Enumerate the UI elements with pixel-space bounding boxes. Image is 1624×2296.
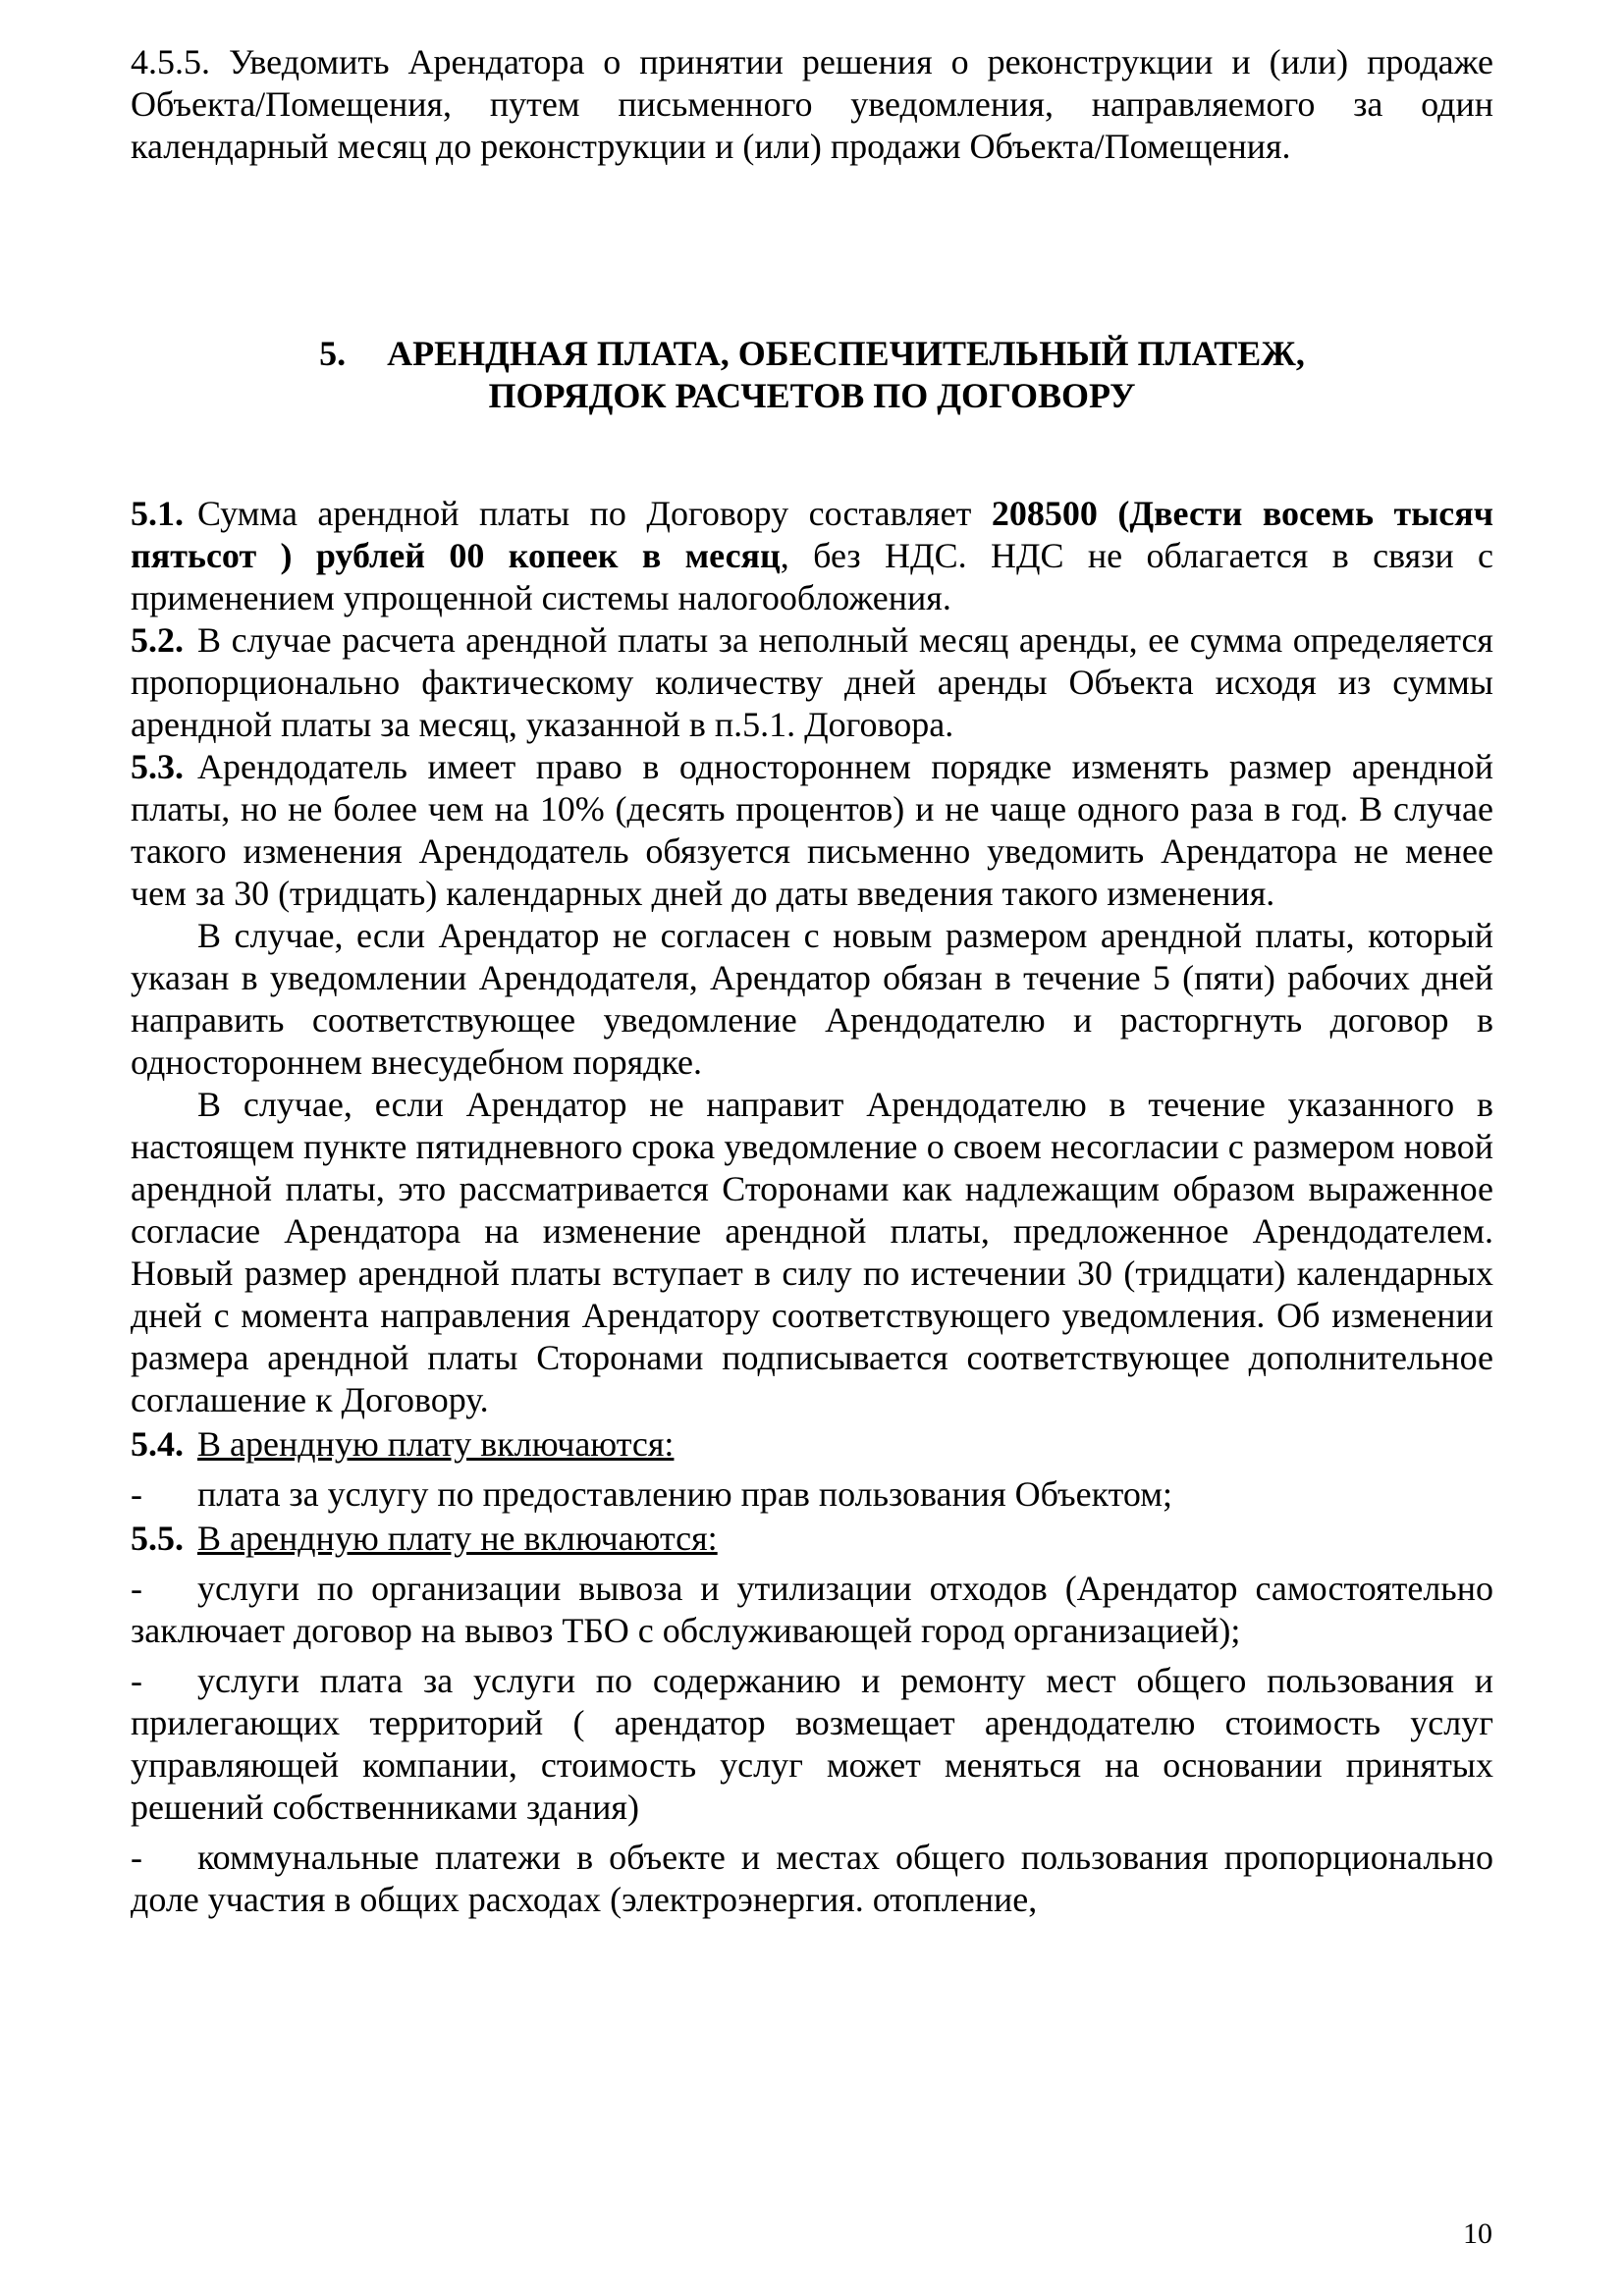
- clause-5-5: [131, 1518, 1493, 1560]
- clause-5-3: [131, 746, 1493, 915]
- section-5-heading-line1: [131, 333, 1493, 375]
- clause-5-5-item-1-text: услуги по организации вывоза и утилизации отходов (Арендатор самостоятельно заключает договор на вывоз ТБО с обслуживающей город организацией);: [131, 1569, 1493, 1650]
- clause-5-4-item-1-text: плата за услугу по предоставлению прав пользования Объектом;: [197, 1474, 1173, 1514]
- bullet-dash: -: [131, 1661, 142, 1700]
- clause-5-5-number: 5.5.: [131, 1519, 184, 1558]
- page-number: 10: [1463, 2217, 1492, 2250]
- clause-5-5-item-2: [131, 1660, 1493, 1829]
- clause-5-4-number: 5.4.: [131, 1424, 184, 1464]
- clause-5-5-item-1: [131, 1568, 1493, 1652]
- section-5-title-line1: АРЕНДНАЯ ПЛАТА, ОБЕСПЕЧИТЕЛЬНЫЙ ПЛАТЕЖ,: [387, 334, 1305, 373]
- clause-5-1-text-after: , без НДС. НДС не облагается в связи с применением упрощенной системы налогообложения.: [131, 536, 1493, 617]
- clause-5-1: [131, 493, 1493, 619]
- bullet-dash: -: [131, 1474, 142, 1514]
- clause-5-5-item-3: [131, 1837, 1493, 1921]
- bullet-dash: -: [131, 1569, 142, 1608]
- clause-5-5-title: В арендную плату не включаются:: [197, 1519, 718, 1558]
- clause-5-4: [131, 1423, 1493, 1466]
- clause-5-5-item-2-text: услуги плата за услуги по содержанию и ремонту мест общего пользования и прилегающих территорий ( арендатор возмещает арендодателю стоимость услуг управляющей компании, стоимость услуг может меняться на основании принятых решений собственниками здания): [131, 1661, 1493, 1827]
- document-body: [131, 41, 1493, 1921]
- clause-5-1-number: 5.1.: [131, 494, 184, 533]
- clause-5-1-amount: 208500 (Двести восемь тысяч пятьсот ) рублей 00 копеек в месяц: [131, 494, 1494, 575]
- clause-5-3-paragraph-2: В случае, если Арендатор не согласен с новым размером арендной платы, который указан в уведомлении Арендодателя, Арендатор обязан в течение 5 (пяти) рабочих дней направить соответствующее уведомление Арендодателю и расторгнуть договор в одностороннем внесудебном порядке.: [131, 916, 1493, 1082]
- clause-5-3-number: 5.3.: [131, 747, 184, 786]
- section-5-number: 5.: [319, 334, 347, 373]
- section-5-heading-line2: ПОРЯДОК РАСЧЕТОВ ПО ДОГОВОРУ: [488, 376, 1136, 415]
- clause-5-3-paragraph-3: В случае, если Арендатор не направит Арендодателю в течение указанного в настоящем пункте пятидневного срока уведомление о своем несогласии с размером новой арендной платы, это рассматривается Сторонами как надлежащим образом выраженное согласие Арендатора на изменение арендной платы, предложенное Арендодателем. Новый размер арендной платы вступает в силу по истечении 30 (тридцати) календарных дней с момента направления Арендатору соответствующего уведомления. Об изменении размера арендной платы Сторонами подписывается соответствующее дополнительное соглашение к Договору.: [131, 1085, 1493, 1419]
- section-5-heading: [131, 333, 1493, 417]
- clause-4-5-5: 4.5.5. Уведомить Арендатора о принятии решения о реконструкции и (или) продаже Объекта/Помещения, путем письменного уведомления, направляемого за один календарный месяц до реконструкции и (или) продажи Объекта/Помещения.: [131, 42, 1493, 166]
- clause-5-4-item-1: [131, 1473, 1493, 1516]
- clause-5-3-text: Арендодатель имеет право в одностороннем порядке изменять размер арендной платы, но не более чем на 10% (десять процентов) и не чаще одного раза в год. В случае такого изменения Арендодатель обязуется письменно уведомить Арендатора не менее чем за 30 (тридцать) календарных дней до даты введения такого изменения.: [131, 747, 1493, 913]
- clause-5-4-title: В арендную плату включаются:: [197, 1424, 675, 1464]
- bullet-dash: -: [131, 1838, 142, 1877]
- clause-5-2-text: В случае расчета арендной платы за неполный месяц аренды, ее сумма определяется пропорционально фактическому количеству дней аренды Объекта исходя из суммы арендной платы за месяц, указанной в п.5.1. Договора.: [131, 620, 1493, 744]
- clause-5-1-text-before: Сумма арендной платы по Договору составляет: [197, 494, 992, 533]
- clause-5-2-number: 5.2.: [131, 620, 184, 660]
- clause-5-5-item-3-text: коммунальные платежи в объекте и местах общего пользования пропорционально доле участия в общих расходах (электроэнергия. отопление,: [131, 1838, 1493, 1919]
- clause-5-2: [131, 619, 1493, 746]
